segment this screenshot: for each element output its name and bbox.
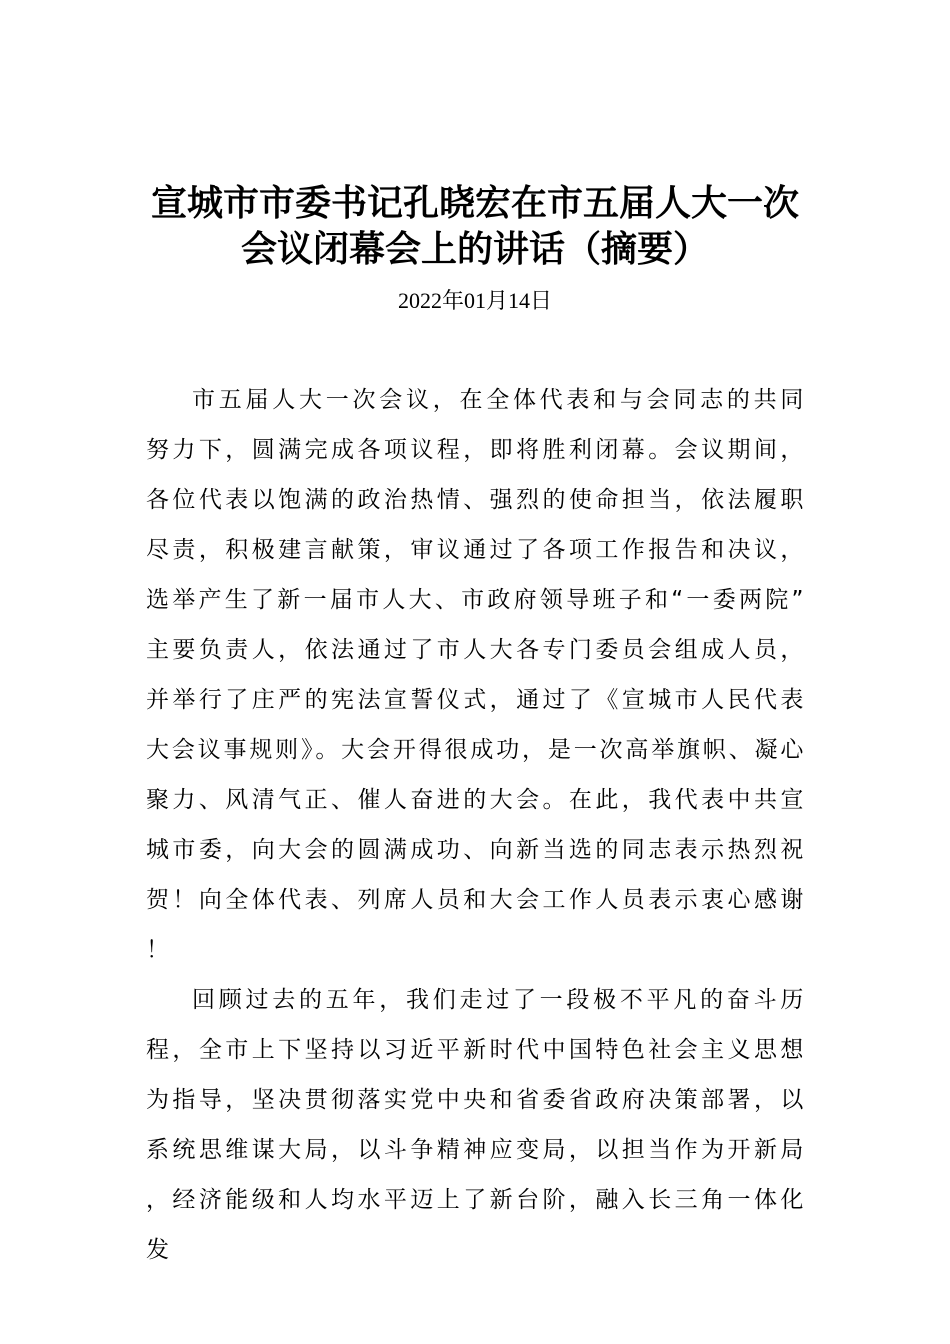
document-body: [146, 375, 806, 1275]
body-paragraph-1: 市五届人大一次会议，在全体代表和与会同志的共同努力下，圆满完成各项议程，即将胜利闭幕。会议期间，各位代表以饱满的政治热情、强烈的使命担当，依法履职尽责，积极建言献策，审议通过了各项工作报告和决议，选举产生了新一届市人大、市政府领导班子和“一委两院”主要负责人，依法通过了市人大各专门委员会组成人员，并举行了庄严的宪法宣誓仪式，通过了《宣城市人民代表大会议事规则》。大会开得很成功，是一次高举旗帜、凝心聚力、风清气正、催人奋进的大会。在此，我代表中共宣城市委，向大会的圆满成功、向新当选的同志表示热烈祝贺！向全体代表、列席人员和大会工作人员表示衷心感谢！: [146, 387, 806, 963]
document-title-line-2: 会议闭幕会上的讲话（摘要）: [240, 229, 709, 270]
body-paragraph-2: 回顾过去的五年，我们走过了一段极不平凡的奋斗历程，全市上下坚持以习近平新时代中国特色社会主义思想为指导，坚决贯彻落实党中央和省委省政府决策部署，以系统思维谋大局，以斗争精神应变局，以担当作为开新局，经济能级和人均水平迈上了新台阶，融入长三角一体化发: [146, 987, 806, 1263]
document-date: 2022年01月14日: [397, 288, 552, 313]
document-title-line-1: 宣城市市委书记孔晓宏在市五届人大一次: [150, 183, 799, 224]
